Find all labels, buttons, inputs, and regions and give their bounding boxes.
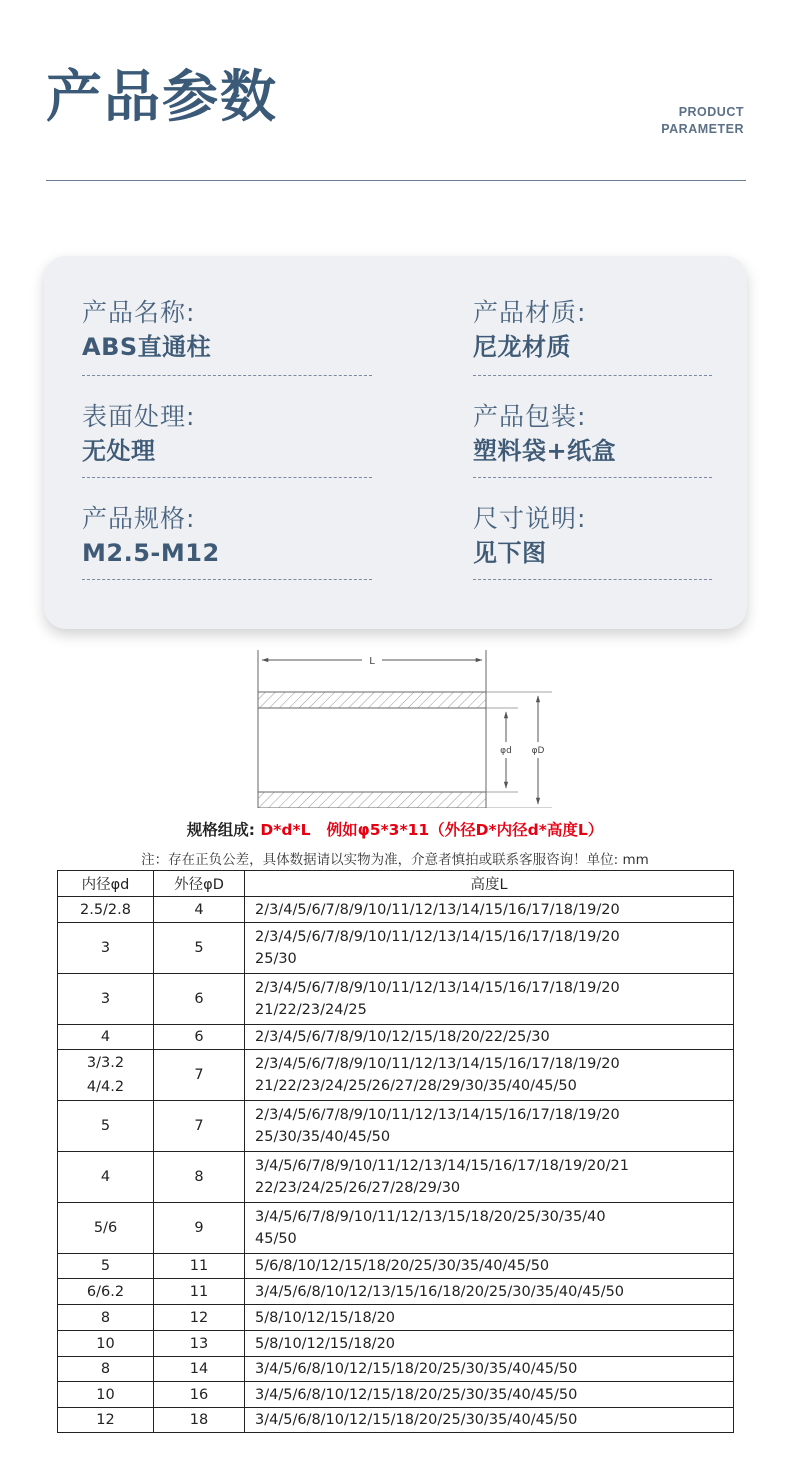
height-cell [245, 1305, 734, 1331]
height-values: 45/50 [255, 1231, 297, 1247]
inner-diameter-value: 4 [100, 1169, 111, 1185]
table-row [58, 1203, 734, 1254]
outer-diameter-cell: 16 [154, 1382, 245, 1408]
inner-diameter-cell [58, 1331, 154, 1357]
info-name-label: 产品名称: [82, 298, 196, 327]
inner-diameter-value: 4/4.2 [86, 1079, 125, 1095]
info-material [473, 256, 586, 362]
inner-diameter-cell [58, 1408, 154, 1433]
table-row [58, 897, 734, 923]
outer-diameter-cell: 8 [154, 1152, 245, 1203]
inner-diameter-value: 5 [100, 1118, 111, 1134]
inner-diameter-value: 12 [96, 1412, 115, 1428]
info-row-1 [82, 256, 712, 361]
inner-diameter-value: 10 [96, 1386, 115, 1403]
table-row [58, 1357, 734, 1382]
outer-diameter-cell: 6 [154, 1025, 245, 1050]
inner-diameter-value: 4 [100, 1029, 111, 1045]
inner-diameter-cell [58, 923, 154, 974]
spec-formula [0, 818, 790, 840]
outer-diameter-cell: 7 [154, 1050, 245, 1101]
height-cell [245, 1025, 734, 1050]
table-row [58, 1382, 734, 1408]
height-values: 2/3/4/5/6/7/8/9/10/12/15/18/20/22/25/30 [255, 1029, 550, 1045]
table-row [58, 1254, 734, 1279]
outer-diameter-cell: 7 [154, 1101, 245, 1152]
info-row-3 [82, 462, 712, 567]
info-spec-label: 产品规格: [82, 504, 196, 533]
height-values: 2/3/4/5/6/7/8/9/10/11/12/13/14/15/16/17/18/19/20 [255, 901, 620, 918]
inner-diameter-cell [58, 1152, 154, 1203]
tolerance-note: 注：存在正负公差，具体数据请以实物为准，介意者慎拍或联系客服咨询！单位: mm [141, 852, 649, 868]
inner-diameter-value: 5 [100, 1258, 111, 1274]
height-values: 3/4/5/6/8/10/12/15/18/20/25/30/35/40/45/50 [255, 1361, 578, 1377]
height-values: 3/4/5/6/8/10/12/13/15/16/18/20/25/30/35/40/45/50 [255, 1283, 625, 1300]
divider [82, 579, 372, 580]
inner-diameter-value: 3 [100, 940, 111, 956]
outer-diameter-cell: 11 [154, 1279, 245, 1305]
height-values: 5/6/8/10/12/15/18/20/25/30/35/40/45/50 [255, 1258, 550, 1274]
height-cell [245, 1279, 734, 1305]
outer-diameter-cell: 11 [154, 1254, 245, 1279]
height-cell [245, 1357, 734, 1382]
height-cell [245, 974, 734, 1025]
outer-diameter-label: φD [531, 746, 545, 756]
header-divider [46, 180, 746, 181]
height-values: 25/30 [255, 951, 297, 967]
height-values: 5/8/10/12/15/18/20 [255, 1335, 396, 1352]
table-row [58, 974, 734, 1025]
inner-diameter-value: 2.5/2.8 [79, 901, 131, 918]
inner-diameter-cell [58, 1254, 154, 1279]
outer-diameter-cell: 18 [154, 1408, 245, 1433]
inner-diameter-cell [58, 1025, 154, 1050]
info-package-label: 产品包装: [473, 402, 587, 431]
inner-diameter-value: 6/6.2 [86, 1283, 125, 1300]
height-cell [245, 1382, 734, 1408]
header-inner-diameter: 内径φd [58, 871, 154, 897]
height-values: 3/4/5/6/7/8/9/10/11/12/13/15/18/20/25/30/35/40 [255, 1209, 606, 1225]
header-outer-diameter: 外径φD [154, 871, 245, 897]
info-surface [82, 360, 195, 466]
height-cell [245, 1254, 734, 1279]
height-values: 2/3/4/5/6/7/8/9/10/11/12/13/14/15/16/17/18/19/20 [255, 1107, 620, 1123]
height-cell [245, 897, 734, 923]
info-size-label: 尺寸说明: [473, 504, 587, 533]
height-cell [245, 1152, 734, 1203]
outer-diameter-cell: 5 [154, 923, 245, 974]
outer-diameter-cell: 12 [154, 1305, 245, 1331]
outer-diameter-cell: 4 [154, 897, 245, 923]
page-subtitle [661, 104, 744, 138]
inner-diameter-cell [58, 1357, 154, 1382]
inner-diameter-cell [58, 1203, 154, 1254]
info-spec-value: M2.5-M12 [82, 539, 220, 567]
table-row [58, 1408, 734, 1433]
height-cell [245, 923, 734, 974]
info-package-value: 塑料袋+纸盒 [473, 437, 617, 465]
inner-diameter-cell [58, 1279, 154, 1305]
inner-diameter-label: φd [500, 746, 512, 756]
height-values: 2/3/4/5/6/7/8/9/10/11/12/13/14/15/16/17/18/19/20 [255, 980, 620, 996]
info-surface-label: 表面处理: [82, 402, 196, 431]
height-values: 3/4/5/6/8/10/12/15/18/20/25/30/35/40/45/50 [255, 1386, 578, 1403]
table-row [58, 1305, 734, 1331]
inner-diameter-value: 5/6 [93, 1220, 118, 1236]
info-package [473, 360, 616, 466]
info-card [44, 256, 747, 629]
subtitle-line-2: PARAMETER [661, 122, 744, 136]
height-values: 25/30/35/40/45/50 [255, 1129, 391, 1145]
spec-table [57, 870, 734, 1433]
height-values: 22/23/24/25/26/27/28/29/30 [255, 1180, 461, 1196]
outer-diameter-cell: 14 [154, 1357, 245, 1382]
height-values: 21/22/23/24/25 [255, 1002, 367, 1018]
table-row [58, 1152, 734, 1203]
height-cell [245, 1101, 734, 1152]
height-values: 2/3/4/5/6/7/8/9/10/11/12/13/14/15/16/17/18/19/20 [255, 1056, 620, 1072]
table-row [58, 1050, 734, 1101]
height-cell [245, 1050, 734, 1101]
height-cell [245, 1331, 734, 1357]
subtitle-line-1: PRODUCT [678, 105, 744, 119]
table-header-row [58, 871, 734, 897]
table-row [58, 1101, 734, 1152]
table-row [58, 923, 734, 974]
inner-diameter-cell [58, 974, 154, 1025]
inner-diameter-cell [58, 1382, 154, 1408]
formula-pattern: D*d*L [260, 821, 311, 839]
height-values: 3/4/5/6/8/10/12/15/18/20/25/30/35/40/45/50 [255, 1412, 578, 1428]
table-row [58, 1025, 734, 1050]
outer-diameter-cell: 13 [154, 1331, 245, 1357]
info-row-2 [82, 360, 712, 465]
inner-diameter-value: 8 [100, 1309, 111, 1326]
height-cell [245, 1203, 734, 1254]
inner-diameter-cell [58, 897, 154, 923]
info-surface-value: 无处理 [82, 437, 156, 465]
height-values: 2/3/4/5/6/7/8/9/10/11/12/13/14/15/16/17/18/19/20 [255, 929, 620, 945]
inner-diameter-cell [58, 1050, 154, 1101]
divider [473, 579, 712, 580]
height-values: 3/4/5/6/7/8/9/10/11/12/13/14/15/16/17/18/19/20/21 [255, 1158, 629, 1174]
inner-diameter-cell [58, 1101, 154, 1152]
info-spec [82, 462, 220, 568]
inner-diameter-value: 8 [100, 1361, 111, 1377]
info-name [82, 256, 211, 362]
page-title: 产品参数 [46, 65, 278, 130]
height-values: 5/8/10/12/15/18/20 [255, 1309, 396, 1326]
height-cell [245, 1408, 734, 1433]
info-material-label: 产品材质: [473, 298, 587, 327]
info-size-value: 见下图 [473, 539, 547, 567]
table-row [58, 1279, 734, 1305]
info-size [473, 462, 586, 568]
info-name-value: ABS直通柱 [82, 333, 212, 361]
outer-diameter-cell: 6 [154, 974, 245, 1025]
inner-diameter-value: 3 [100, 991, 111, 1007]
inner-diameter-value: 3/3.2 [86, 1055, 125, 1071]
table-row [58, 1331, 734, 1357]
dimension-drawing [230, 648, 570, 808]
header-height: 高度L [245, 871, 734, 897]
height-values: 21/22/23/24/25/26/27/28/29/30/35/40/45/50 [255, 1078, 577, 1094]
inner-diameter-value: 10 [96, 1335, 115, 1352]
info-material-value: 尼龙材质 [473, 333, 571, 361]
formula-prefix: 规格组成: [186, 821, 255, 839]
length-label: L [369, 656, 375, 667]
inner-diameter-cell [58, 1305, 154, 1331]
outer-diameter-cell: 9 [154, 1203, 245, 1254]
formula-example: 例如φ5*3*11（外径D*内径d*高度L） [326, 821, 604, 839]
